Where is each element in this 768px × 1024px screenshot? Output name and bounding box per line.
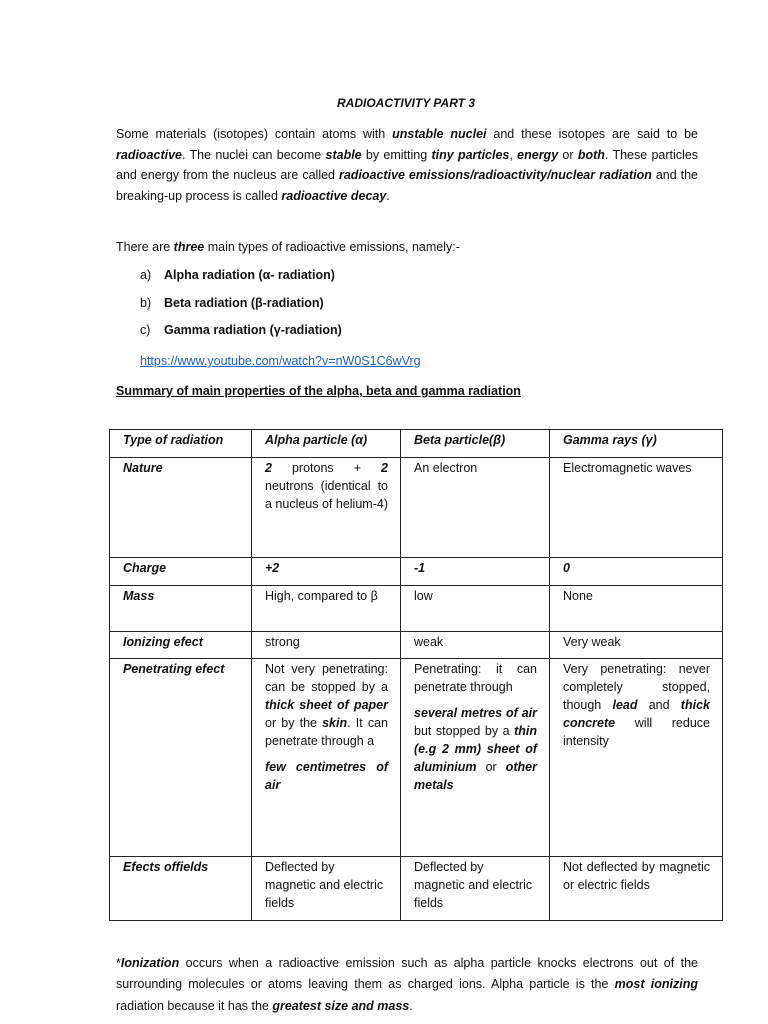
- table-cell: [401, 659, 550, 857]
- intro-text: or: [558, 147, 578, 162]
- cell-text: neutrons (identical to a nucleus of helium-4): [265, 479, 388, 511]
- table-cell: An electron: [401, 458, 550, 558]
- cell-text: will reduce intensity: [563, 716, 710, 748]
- table-cell: strong: [252, 632, 401, 659]
- cell-emphasis: thin (e.g 2 mm) sheet of aluminium: [414, 724, 537, 774]
- table-row: [110, 430, 723, 458]
- intro-text: Some materials (isotopes) contain atoms with: [116, 127, 393, 141]
- cell-emphasis: 2: [265, 461, 272, 475]
- table-row: [110, 659, 723, 857]
- footer-text: .: [409, 998, 413, 1013]
- intro-emphasis: stable: [325, 147, 362, 162]
- cell-text: and: [637, 698, 681, 712]
- intro-emphasis: unstable nuclei: [392, 127, 487, 141]
- summary-heading: Summary of main properties of the alpha, beta and gamma radiation: [116, 384, 521, 398]
- youtube-link[interactable]: https://www.youtube.com/watch?v=nW0S1C6wVrg: [140, 354, 421, 368]
- table-cell: Deflected by magnetic and electric fields: [401, 857, 550, 921]
- cell-emphasis: thick sheet of paper: [265, 698, 388, 712]
- cell-emphasis: 2: [381, 461, 388, 475]
- table-row: [110, 586, 723, 632]
- table-cell: low: [401, 586, 550, 632]
- cell-text: . It can penetrate through a: [265, 716, 388, 748]
- cell-text: Penetrating: it can penetrate through: [414, 662, 537, 694]
- intro-emphasis: radioactive: [116, 147, 183, 162]
- table-row: [110, 857, 723, 921]
- table-cell: None: [550, 586, 723, 632]
- list-item-label: Gamma radiation (γ-radiation): [164, 323, 342, 337]
- header-cell: Beta particle(β): [401, 430, 550, 458]
- list-marker: a): [140, 268, 152, 282]
- table-cell: High, compared to β: [252, 586, 401, 632]
- table-cell: +2: [252, 558, 401, 586]
- intro-text: ,: [509, 147, 518, 162]
- table-row: [110, 458, 723, 558]
- table-cell: weak: [401, 632, 550, 659]
- table-cell: [252, 659, 401, 857]
- list-item-label: Beta radiation (β-radiation): [164, 295, 324, 310]
- footer-emphasis: Ionization: [120, 956, 180, 970]
- ionization-note: [116, 953, 698, 1017]
- row-label: Efects offields: [110, 857, 252, 921]
- table-row: [110, 632, 723, 659]
- table-cell: -1: [401, 558, 550, 586]
- cell-text: Very penetrating: never completely stopped, though: [563, 662, 710, 712]
- intro-text: . The nuclei can become: [182, 147, 326, 162]
- list-item: [140, 265, 342, 293]
- intro-text: .: [386, 188, 390, 203]
- row-label: Penetrating efect: [110, 659, 252, 857]
- header-cell: Alpha particle (α): [252, 430, 401, 458]
- intro-text: . These particles and energy from the nucleus are called: [116, 147, 699, 183]
- radiation-types-list: [140, 265, 342, 348]
- cell-text: but stopped by a: [414, 724, 515, 738]
- table-cell: Not deflected by magnetic or electric fields: [550, 857, 723, 921]
- footer-emphasis: greatest size and mass: [272, 998, 410, 1013]
- intro-text: and the breaking-up process is called: [116, 168, 699, 203]
- table-cell: [252, 458, 401, 558]
- cell-emphasis: several metres of air: [414, 706, 537, 720]
- list-item: [140, 320, 342, 348]
- table-cell: Very weak: [550, 632, 723, 659]
- cell-text: or: [476, 760, 506, 774]
- list-marker: c): [140, 323, 151, 337]
- cell-emphasis: other metals: [414, 760, 537, 792]
- row-label: Ionizing efect: [110, 632, 252, 659]
- footer-text: radiation because it has the: [116, 998, 273, 1013]
- table-cell: 0: [550, 558, 723, 586]
- row-label: Nature: [110, 458, 252, 558]
- list-marker: b): [140, 295, 152, 310]
- cell-text: or by the: [265, 716, 323, 730]
- footer-text: occurs when a radioactive emission such as alpha particle knocks electrons out of the surrounding molecules or atoms leaving them as charged ions. Alpha particle is the: [116, 956, 698, 992]
- intro-paragraph: [116, 124, 698, 207]
- table-cell: Deflected by magnetic and electric fields: [252, 857, 401, 921]
- cell-emphasis: skin: [322, 716, 348, 730]
- list-item: [140, 293, 342, 321]
- intro-emphasis: both: [577, 147, 605, 162]
- types-intro-emphasis: three: [173, 240, 205, 254]
- header-cell: Type of radiation: [110, 430, 252, 458]
- intro-emphasis: energy: [517, 147, 559, 162]
- cell-emphasis: lead: [612, 698, 638, 712]
- table-row: [110, 558, 723, 586]
- intro-emphasis: radioactive decay: [281, 188, 387, 203]
- header-cell: Gamma rays (γ): [550, 430, 723, 458]
- cell-text: Not very penetrating: can be stopped by a: [265, 662, 388, 694]
- intro-text: by emitting: [361, 147, 432, 162]
- intro-text: and these isotopes are said to be: [486, 127, 698, 141]
- page-title: RADIOACTIVITY PART 3: [336, 96, 476, 110]
- cell-text: protons +: [271, 461, 382, 475]
- cell-emphasis: thick concrete: [563, 698, 710, 730]
- footer-text: *: [116, 956, 121, 970]
- intro-emphasis: radioactive emissions/radioactivity/nuclear radiation: [338, 168, 652, 183]
- table-cell: Electromagnetic waves: [550, 458, 723, 558]
- footer-emphasis: most ionizing: [614, 977, 698, 992]
- cell-emphasis: few centimetres of air: [265, 760, 388, 792]
- intro-emphasis: tiny particles: [431, 147, 510, 162]
- types-intro: [116, 237, 460, 258]
- row-label: Mass: [110, 586, 252, 632]
- table-cell: [550, 659, 723, 857]
- types-intro-text: There are: [116, 240, 174, 254]
- list-item-label: Alpha radiation (α- radiation): [164, 268, 335, 282]
- row-label: Charge: [110, 558, 252, 586]
- properties-table: [109, 429, 723, 921]
- types-intro-text: main types of radioactive emissions, namely:-: [204, 240, 460, 254]
